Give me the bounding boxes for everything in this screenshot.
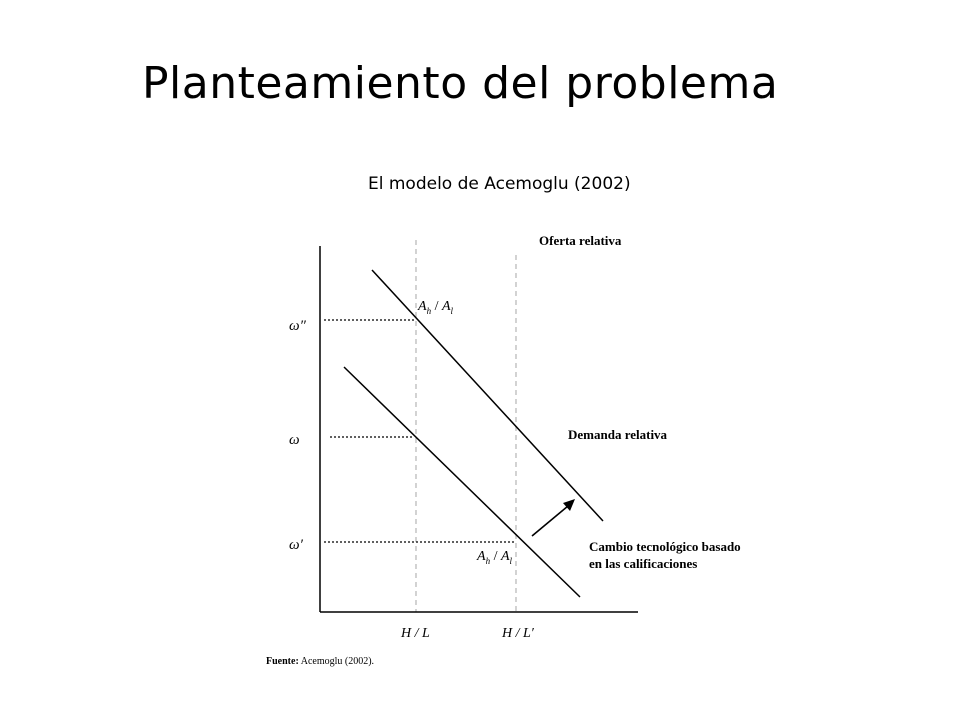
label-demanda-relativa: Demanda relativa: [568, 427, 668, 442]
label-oferta-relativa: Oferta relativa: [539, 233, 622, 248]
demand-curve-lower: [344, 367, 580, 597]
ratio-upper-num: A: [418, 299, 427, 314]
ratio-upper-slash: /: [431, 299, 442, 314]
label-cambio-line2: en las calificaciones: [589, 556, 698, 571]
slide-subtitle: El modelo de Acemoglu (2002): [368, 174, 631, 194]
label-ratio-lower: [476, 549, 513, 566]
shift-arrow-line: [532, 506, 568, 536]
label-ratio-upper: [417, 299, 454, 316]
ratio-upper-den-sub: l: [450, 306, 454, 316]
x-tick-hl: H / L: [401, 626, 430, 641]
ratio-upper-num-sub: h: [426, 306, 432, 316]
source-label: Fuente:: [266, 656, 299, 667]
demand-curve-upper: [372, 270, 603, 521]
label-cambio-line1: Cambio tecnológico basado: [589, 539, 741, 554]
x-tick-hl-prime: H / L′: [502, 626, 534, 641]
ratio-lower-slash: /: [490, 549, 501, 564]
source-note: [266, 656, 374, 667]
ratio-lower-num-sub: h: [485, 556, 491, 566]
label-omega-low: ω′: [289, 537, 303, 553]
source-text: Acemoglu (2002).: [298, 656, 375, 667]
label-omega-high: ω″: [289, 318, 306, 334]
ratio-lower-den-sub: l: [509, 556, 513, 566]
slide-title: Planteamiento del problema: [142, 58, 779, 109]
label-omega-mid: ω: [289, 432, 300, 448]
ratio-lower-den: A: [500, 549, 510, 564]
ratio-lower-num: A: [477, 549, 486, 564]
ratio-upper-den: A: [441, 299, 451, 314]
